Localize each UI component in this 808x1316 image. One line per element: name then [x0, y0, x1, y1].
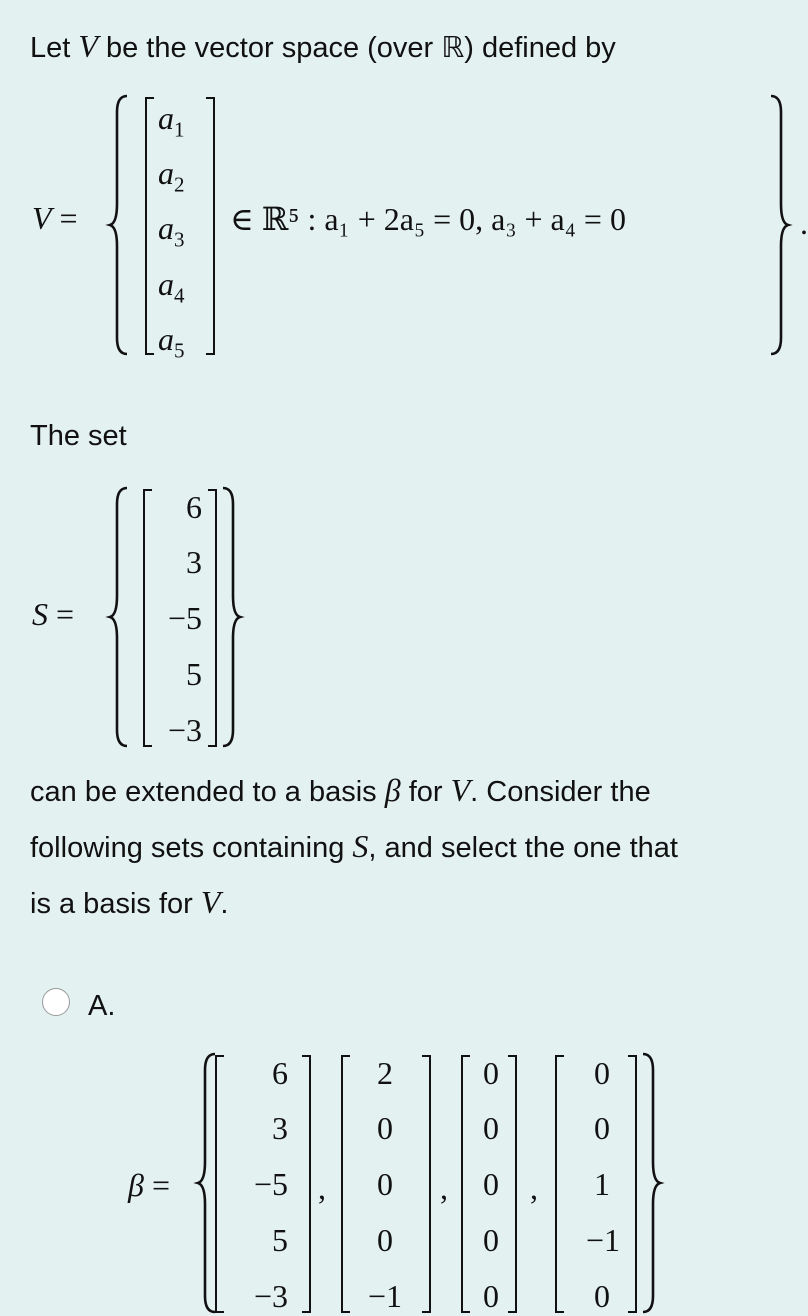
symbol-S: S: [352, 828, 369, 864]
right-bracket: [626, 1054, 640, 1316]
vector-entry: −5: [167, 600, 202, 636]
beta-lhs: β =: [128, 1167, 170, 1203]
vector-entry: 3: [186, 544, 202, 580]
symbol-V: V: [200, 884, 221, 920]
left-bracket: [122, 96, 156, 358]
option-a-label[interactable]: A.: [88, 990, 116, 1022]
vector-entry: 6: [186, 489, 202, 525]
vector-entry: 0: [377, 1166, 393, 1202]
vector-entry: 5: [272, 1222, 288, 1258]
right-curly-brace: [220, 486, 242, 748]
right-curly-brace: [768, 94, 790, 356]
comma: ,: [440, 1170, 448, 1206]
intro-line: Let V be the vector space (over ℝ) defined by: [30, 28, 616, 64]
right-bracket: [506, 1054, 520, 1316]
right-curly-brace: [640, 1052, 662, 1314]
vector-entry: 0: [377, 1222, 393, 1258]
v-lhs: V =: [32, 200, 78, 236]
vector-entry: −3: [253, 1278, 288, 1314]
right-bracket: [204, 96, 218, 358]
vector-entry: 0: [594, 1278, 610, 1314]
trailing-period: .: [800, 205, 808, 241]
vector-entry: 0: [594, 1110, 610, 1146]
vector-entry: 6: [272, 1055, 288, 1091]
symbol-V: V: [450, 772, 471, 808]
vector-entry: 1: [594, 1166, 610, 1202]
vector-entry: $a_4$: [158, 266, 185, 308]
symbol-R: ℝ: [441, 32, 465, 64]
vector-entry: 3: [272, 1110, 288, 1146]
vector-entry: 2: [377, 1055, 393, 1091]
vector-entry: $a_1$: [158, 100, 185, 142]
vector-entry: 0: [483, 1278, 499, 1314]
paragraph-line-1: can be extended to a basis β for V. Consider the: [30, 772, 651, 808]
vector-entry: −1: [367, 1278, 403, 1314]
comma: ,: [318, 1170, 326, 1206]
vector-entry: 0: [483, 1166, 499, 1202]
the-set-label: The set: [30, 420, 127, 452]
vector-entry: 0: [377, 1110, 393, 1146]
comma: ,: [530, 1170, 538, 1206]
left-bracket: [212, 1054, 226, 1316]
right-bracket: [206, 488, 220, 750]
left-bracket: [552, 1054, 566, 1316]
paragraph-line-2: following sets containing S, and select the one that: [30, 828, 678, 864]
s-lhs: S =: [32, 596, 75, 632]
paragraph-line-3: is a basis for V.: [30, 884, 229, 920]
vector-entry: $a_2$: [158, 155, 185, 197]
vector-entry: −3: [167, 712, 202, 748]
vector-entry: 0: [594, 1055, 610, 1091]
vector-entry: −1: [585, 1222, 620, 1258]
option-a-radio[interactable]: [42, 988, 70, 1016]
vector-entry: 0: [483, 1222, 499, 1258]
v-condition: ∈ ℝ⁵ : a₁ + 2a₅ = 0, a₃ + a₄ = 0: [230, 201, 626, 237]
right-bracket: [300, 1054, 314, 1316]
right-bracket: [420, 1054, 434, 1316]
vector-entry: 0: [483, 1110, 499, 1146]
symbol-beta: β: [384, 772, 401, 808]
vector-entry: $a_3$: [158, 210, 185, 252]
vector-entry: $a_5$: [158, 321, 185, 363]
symbol-V: V: [78, 28, 98, 64]
vector-entry: 5: [186, 656, 202, 692]
vector-entry: −5: [253, 1166, 288, 1202]
vector-entry: 0: [483, 1055, 499, 1091]
